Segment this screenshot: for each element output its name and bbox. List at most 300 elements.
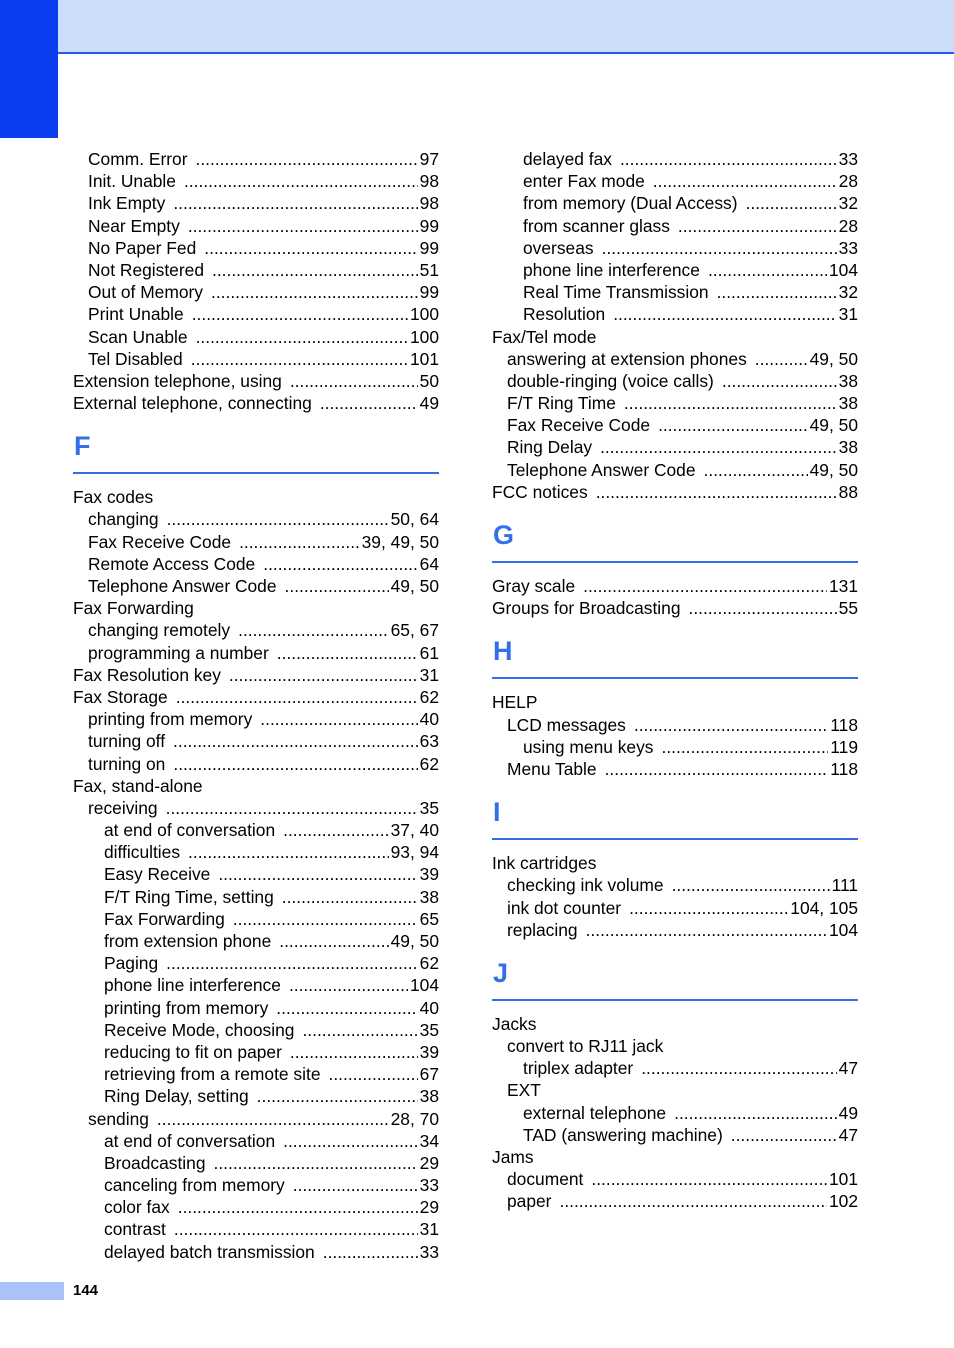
page-reference: 61 [419,642,439,663]
index-entry [492,736,858,758]
index-term: Ring Delay [507,437,593,458]
index-term: phone line interference [104,975,281,996]
dot-leader [184,170,418,192]
index-term: Easy Receive [104,864,211,885]
index-entry [492,148,858,170]
index-entry [73,486,439,508]
index-entry [73,797,439,819]
index-entry [73,952,439,974]
page-reference: 50 [419,370,439,391]
dot-leader [583,575,827,597]
page-reference: 49, 50 [390,576,439,596]
index-term: Init. Unable [88,171,176,192]
index-entry [73,370,439,392]
dot-leader [173,753,417,775]
page-reference: 38 [419,1086,439,1107]
page-reference: 33 [419,1175,439,1196]
index-column-left [73,148,439,1263]
index-term: Ink cartridges [492,853,597,874]
index-term: Ring Delay, setting [104,1086,249,1107]
index-term: answering at extension phones [507,348,747,369]
index-entry [492,370,858,392]
index-entry [73,1085,439,1107]
page-reference: 49, 50 [809,348,858,369]
index-term: convert to RJ11 jack [507,1036,664,1057]
index-term: printing from memory [104,997,269,1018]
page-reference: 49 [419,393,439,414]
dot-leader [731,1124,837,1146]
index-term: Resolution [523,304,606,325]
page-reference: 62 [419,686,439,707]
page-reference: 47 [838,1058,858,1079]
section-heading: J [492,955,858,1001]
index-entry [492,1190,858,1212]
index-term: Fax Forwarding [104,908,225,929]
page-reference: 39, 49, 50 [361,531,439,552]
dot-leader [613,303,836,325]
page-reference: 49, 50 [809,459,858,480]
dot-leader [204,237,417,259]
dot-leader [624,392,837,414]
index-entry [73,1041,439,1063]
dot-leader [176,686,418,708]
page-reference: 104 [828,259,858,280]
index-entry [73,730,439,752]
index-entry [73,392,439,414]
dot-leader [157,1108,389,1130]
dot-leader [279,930,388,952]
index-term: delayed batch transmission [104,1241,315,1262]
index-term: Remote Access Code [88,553,256,574]
page-reference: 131 [828,576,858,596]
index-term: contrast [104,1219,166,1240]
index-entry [73,148,439,170]
index-entry [492,436,858,458]
index-term: Groups for Broadcasting [492,598,681,619]
dot-leader [238,619,389,641]
page-reference: 33 [838,237,858,258]
dot-leader [218,863,417,885]
index-entry [73,281,439,303]
page-reference: 65 [419,908,439,929]
dot-leader [605,758,829,780]
page-reference: 63 [419,731,439,752]
index-term: triplex adapter [523,1058,634,1079]
page-reference: 35 [419,1019,439,1040]
index-term: at end of conversation [104,1130,276,1151]
page-reference: 99 [419,282,439,303]
dot-leader [173,192,417,214]
index-entry [492,215,858,237]
index-entry [492,348,858,370]
page-reference: 67 [419,1064,439,1085]
index-term: checking ink volume [507,875,664,896]
dot-leader [290,370,418,392]
index-entry [73,863,439,885]
index-term: enter Fax mode [523,171,645,192]
index-term: Real Time Transmission [523,282,709,303]
dot-leader [192,303,408,325]
index-entry [492,897,858,919]
dot-leader [641,1057,836,1079]
index-term: Ink Empty [88,193,166,214]
index-entry [73,1218,439,1240]
page-reference: 38 [838,370,858,391]
dot-leader [174,1218,418,1240]
dot-leader [290,1041,418,1063]
dot-leader [329,1063,418,1085]
index-entry [73,974,439,996]
index-term: changing remotely [88,620,231,641]
page-reference: 62 [419,753,439,774]
index-term: document [507,1169,584,1190]
index-entry [73,1063,439,1085]
index-entry [492,303,858,325]
dot-leader [591,1168,827,1190]
page-reference: 38 [419,886,439,907]
index-entry [492,919,858,941]
dot-leader [600,436,837,458]
index-entry [492,1035,858,1057]
index-entry [492,192,858,214]
page-reference: 55 [838,598,858,619]
dot-leader [302,1019,417,1041]
index-term: delayed fax [523,149,612,169]
index-term: from scanner glass [523,215,670,236]
index-term: Broadcasting [104,1152,206,1173]
dot-leader [263,553,417,575]
page-reference: 35 [419,797,439,818]
dot-leader [559,1190,827,1212]
index-entry [492,714,858,736]
dot-leader [282,886,418,908]
index-entry [492,1079,858,1101]
index-term: HELP [492,692,538,713]
dot-leader [257,1085,418,1107]
index-entry [492,1124,858,1146]
section-heading: F [73,428,439,474]
index-term: Menu Table [507,758,597,779]
index-entry [73,997,439,1019]
index-term: Jacks [492,1013,537,1034]
page-reference: 29 [419,1197,439,1218]
page-reference: 37, 40 [390,820,439,841]
index-term: No Paper Fed [88,237,197,258]
page-reference: 39 [419,864,439,885]
index-term: paper [507,1191,552,1212]
page-reference: 111 [831,875,858,896]
page-reference: 28, 70 [390,1108,439,1129]
index-entry [73,1241,439,1263]
index-entry [73,597,439,619]
page-reference: 100 [409,304,439,325]
header-band [0,0,954,54]
page-reference: 47 [838,1124,858,1145]
dot-leader [658,414,808,436]
index-term: Fax, stand-alone [73,775,203,796]
index-term: Print Unable [88,304,184,325]
dot-leader [689,597,837,619]
page-reference: 104, 105 [790,897,858,918]
page-reference: 49, 50 [809,415,858,436]
index-term: phone line interference [523,259,700,280]
index-term: Paging [104,953,159,974]
page-number: 144 [73,1282,99,1299]
page-reference: 97 [419,149,439,169]
index-entry [73,192,439,214]
dot-leader [704,459,808,481]
dot-leader [214,1152,418,1174]
dot-leader [596,481,837,503]
page-reference: 119 [830,736,858,757]
page-reference: 118 [830,758,858,779]
page-reference: 32 [838,282,858,303]
dot-leader [173,730,418,752]
dot-leader [602,237,837,259]
dot-leader [717,281,837,303]
index-entry [73,215,439,237]
dot-leader [293,1174,418,1196]
index-entry [73,326,439,348]
index-entry [73,303,439,325]
page-reference: 28 [838,171,858,192]
index-term: Extension telephone, using [73,370,282,391]
page-reference: 32 [838,193,858,214]
page-reference: 38 [838,393,858,414]
index-term: from extension phone [104,931,272,951]
index-entry [73,775,439,797]
index-term: canceling from memory [104,1175,285,1196]
page-reference: 101 [409,348,439,369]
dot-leader [191,348,408,370]
index-entry [73,1130,439,1152]
page-reference: 99 [419,237,439,258]
index-entry [492,481,858,503]
index-column-right [492,148,858,1213]
index-term: Telephone Answer Code [88,576,277,596]
index-term: FCC notices [492,481,588,502]
dot-leader [178,1196,418,1218]
footer-tab [0,1282,64,1300]
index-entry [492,259,858,281]
index-entry [73,508,439,530]
index-entry [73,531,439,553]
index-term: External telephone, connecting [73,393,312,414]
page-reference: 40 [419,997,439,1018]
dot-leader [285,575,389,597]
index-term: external telephone [523,1102,667,1123]
index-entry [492,874,858,896]
index-entry [73,930,439,952]
index-entry [492,691,858,713]
dot-leader [283,1130,418,1152]
index-term: changing [88,509,159,530]
index-term: double-ringing (voice calls) [507,370,714,391]
index-entry [73,575,439,597]
index-term: turning on [88,753,166,774]
index-entry [73,1196,439,1218]
index-term: LCD messages [507,714,626,735]
index-entry [492,1013,858,1035]
page-reference: 29 [419,1152,439,1173]
dot-leader [620,148,837,170]
section-heading: H [492,633,858,679]
index-term: Comm. Error [88,149,188,169]
page-reference: 39 [419,1041,439,1062]
dot-leader [674,1102,837,1124]
dot-leader [755,348,808,370]
page-reference: 93, 94 [390,842,439,863]
index-entry [73,553,439,575]
page-reference: 49 [838,1102,858,1123]
index-entry [492,1168,858,1190]
index-entry [73,708,439,730]
index-term: overseas [523,237,594,258]
dot-leader [320,392,418,414]
dot-leader [229,664,418,686]
dot-leader [708,259,827,281]
index-entry [492,1057,858,1079]
page-reference: 62 [419,953,439,974]
dot-leader [167,508,389,530]
index-entry [73,619,439,641]
dot-leader [634,714,828,736]
index-entry [73,642,439,664]
index-term: Receive Mode, choosing [104,1019,295,1040]
page-reference: 100 [409,326,439,347]
index-term: retrieving from a remote site [104,1064,321,1085]
index-term: Fax/Tel mode [492,326,597,347]
index-term: Fax codes [73,487,154,508]
page-reference: 98 [419,193,439,214]
page-reference: 98 [419,171,439,192]
index-entry [73,170,439,192]
index-entry [492,392,858,414]
index-entry [492,326,858,348]
dot-leader [586,919,827,941]
section-heading: G [492,517,858,563]
page-reference: 104 [828,919,858,940]
dot-leader [276,997,417,1019]
page-reference: 50, 64 [390,509,439,530]
dot-leader [166,797,418,819]
index-entry [492,1102,858,1124]
index-term: printing from memory [88,709,253,730]
index-term: Fax Storage [73,686,168,707]
index-term: ink dot counter [507,897,622,918]
page-reference: 34 [419,1130,439,1151]
index-entry [492,170,858,192]
page-reference: 101 [828,1169,858,1190]
page-reference: 38 [838,437,858,458]
index-term: Telephone Answer Code [507,459,696,480]
page-reference: 33 [838,149,858,169]
index-entry [73,259,439,281]
index-term: F/T Ring Time, setting [104,886,274,907]
index-entry [492,575,858,597]
dot-leader [277,642,418,664]
index-term: Fax Resolution key [73,664,221,685]
page-reference: 64 [419,553,439,574]
page-reference: 28 [838,215,858,236]
index-term: Scan Unable [88,326,188,347]
dot-leader [260,708,417,730]
dot-leader [678,215,837,237]
index-term: Out of Memory [88,282,204,303]
index-term: difficulties [104,842,181,863]
index-term: Gray scale [492,576,576,596]
index-term: Fax Forwarding [73,598,194,619]
page-reference: 40 [419,709,439,730]
index-entry [73,908,439,930]
index-term: Fax Receive Code [507,415,651,436]
index-term: programming a number [88,642,269,663]
page-reference: 104 [409,975,439,996]
index-term: color fax [104,1197,170,1218]
dot-leader [196,326,408,348]
page-reference: 31 [419,1219,439,1240]
page-reference: 33 [419,1241,439,1262]
index-term: from memory (Dual Access) [523,193,738,214]
dot-leader [233,908,418,930]
page-reference: 88 [838,481,858,502]
page-reference: 102 [828,1191,858,1212]
page-reference: 118 [830,714,858,735]
page-reference: 49, 50 [390,931,439,951]
index-term: F/T Ring Time [507,393,616,414]
page-reference: 31 [419,664,439,685]
dot-leader [212,259,418,281]
index-term: turning off [88,731,166,752]
index-entry [73,753,439,775]
index-entry [73,819,439,841]
dot-leader [239,531,360,553]
dot-leader [283,819,389,841]
dot-leader [629,897,788,919]
dot-leader [289,974,408,996]
index-entry [492,1146,858,1168]
page-reference: 65, 67 [390,620,439,641]
index-entry [73,886,439,908]
page-reference: 51 [419,259,439,280]
chapter-tab [0,0,58,138]
index-term: reducing to fit on paper [104,1041,282,1062]
index-entry [73,1108,439,1130]
index-entry [492,281,858,303]
index-term: Fax Receive Code [88,531,232,552]
index-entry [492,237,858,259]
index-entry [492,459,858,481]
index-entry [73,348,439,370]
dot-leader [653,170,837,192]
index-term: Near Empty [88,215,180,236]
dot-leader [746,192,837,214]
index-term: Not Registered [88,259,204,280]
dot-leader [662,736,829,758]
dot-leader [166,952,418,974]
index-entry [73,1019,439,1041]
index-term: sending [88,1108,149,1129]
dot-leader [323,1241,418,1263]
index-entry [73,1174,439,1196]
index-term: replacing [507,919,578,940]
index-term: TAD (answering machine) [523,1124,723,1145]
dot-leader [188,215,418,237]
index-entry [492,597,858,619]
index-entry [492,414,858,436]
index-entry [73,686,439,708]
index-entry [73,841,439,863]
